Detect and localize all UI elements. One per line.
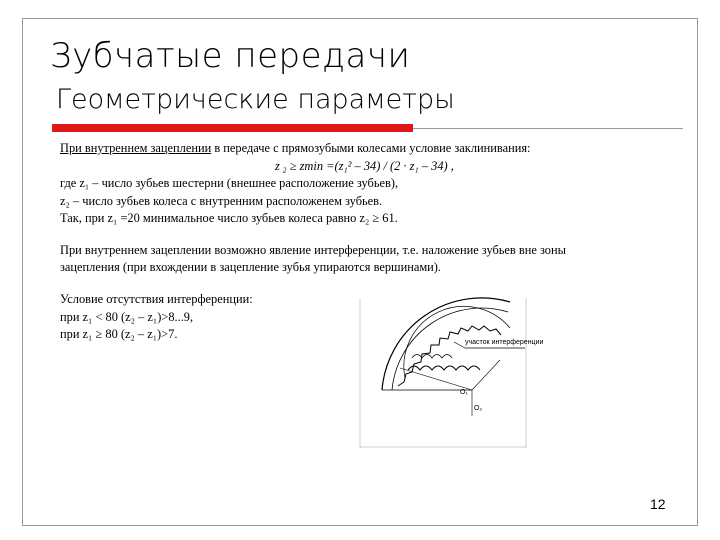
title-rule: [413, 128, 683, 129]
definition-z1: где z₁ – число зубьев шестерни (внешнее расположение зубьев),: [60, 176, 399, 190]
paragraph-condition: [60, 140, 680, 158]
paragraph-text: в передаче с прямозубыми колесами условие заклинивания:: [211, 141, 531, 155]
center-o1-label: O₁: [460, 389, 468, 396]
internal-gear-figure: [360, 298, 544, 448]
underlined-lead: При внутреннем зацеплении: [60, 141, 212, 155]
center-o2-label: O₂: [474, 405, 483, 412]
no-interference-conditions: [60, 291, 253, 344]
page-number: 12: [650, 496, 666, 512]
definition-z2: z₂ – число зубьев колеса с внутренним расположенем зубьев.: [60, 193, 383, 208]
conditions-title: Условие отсутствия интерференции:: [60, 292, 253, 306]
condition-1: при z₁ < 80 (z₂ – z₁)>8...9,: [60, 309, 194, 324]
example-line: Так, при z₁ =20 минимальное число зубьев колеса равно z₂ ≥ 61.: [60, 211, 398, 225]
interference-zone-label: участок интерференции: [465, 339, 544, 346]
interference-line-1: При внутреннем зацеплении возможно явление интерференции, т.е. наложение зубьев вне зоны: [60, 242, 566, 257]
slide-body: [60, 140, 680, 277]
condition-2: при z₁ ≥ 80 (z₂ – z₁)>7.: [60, 327, 178, 341]
slide-title: Зубчатые передачи: [50, 36, 411, 76]
slide-subtitle: Геометрические параметры: [56, 84, 455, 115]
title-accent-bar: [52, 124, 413, 132]
formula-zmin: z ₂ ≥ zmin =(z₁² – 34) / (2 · z₁ – 34) ,: [275, 158, 454, 173]
interference-line-2: зацепления (при вхождении в зацепление зубья упираются вершинами).: [60, 260, 442, 274]
